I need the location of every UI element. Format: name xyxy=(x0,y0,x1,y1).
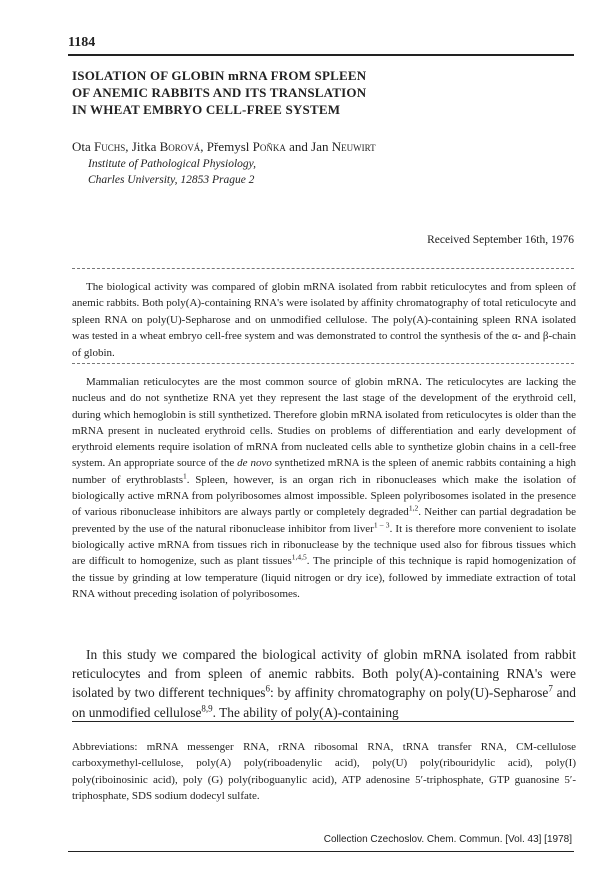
author-first-name: Přemysl xyxy=(206,139,250,154)
paragraph-text xyxy=(72,645,576,722)
footer-rule xyxy=(68,851,574,852)
text-run: and on unmodified cellulose xyxy=(72,685,576,720)
text-run: . Spleen, however, is an organ rich in ribonucleases which make the isolation of biologically active mRNA from polyribosomes almost impossible. Spleen polyribosomes isolated in the presence of various ribonuclease inhibitors are always partly or completely degraded xyxy=(72,473,576,519)
received-date: Received September 16th, 1976 xyxy=(427,234,574,246)
text-run: . The ability of poly(A)-containing xyxy=(212,704,399,720)
affiliation xyxy=(88,156,256,188)
title-line: IN WHEAT EMBRYO CELL-FREE SYSTEM xyxy=(72,102,341,117)
footnote-rule xyxy=(72,721,574,722)
italic-text: de novo xyxy=(237,457,272,470)
author-surname: Neuwirt xyxy=(331,139,376,154)
text-run: . Neither can partial degradation be prevented by the use of the natural ribonuclease inhibitor from liver xyxy=(72,506,576,535)
introduction-paragraph xyxy=(72,374,576,602)
author-list: Ota Fuchs, Jitka Borová, Přemysl Poňka and Jan Neuwirt xyxy=(72,139,376,154)
abbreviations-footnote xyxy=(72,728,576,815)
abstract-bottom-divider xyxy=(72,363,574,364)
author-first-name: Ota xyxy=(72,139,91,154)
abstract-top-divider xyxy=(72,268,574,269)
reference-superscript: 6 xyxy=(265,683,270,694)
reference-superscript: 1 – 3 xyxy=(373,520,390,530)
reference-superscript: 8,9 xyxy=(201,703,213,714)
text-run: . The principle of this technique is rapid homogenization of the tissue by grinding at low temperature (liquid nitrogen or dry ice), followed by immediate extraction of total RNA without preceding isolation of polyribosomes. xyxy=(72,555,576,600)
text-run: Mammalian reticulocytes are the most common source of globin mRNA. The reticulocytes are lacking the nucleus and do not synthetize RNA yet they represent the last stage of the development of the erythroid cell, during which hemoglobin is still synthetized. Therefore globin mRNA isolated from reticulocytes is older than the mRNA present in nucleated erythroid cells. Studies on problems of differentiation and early development of erythroid elements require isolation of mRNA from nucleated cells able to synthetize globin chains in a cell-free system. An appropriate source of the xyxy=(72,376,576,470)
title-line: ISOLATION OF GLOBIN mRNA FROM SPLEEN xyxy=(72,68,367,83)
author-surname: Borová xyxy=(159,139,201,154)
page-number: 1184 xyxy=(68,35,96,50)
affiliation-line: Institute of Pathological Physiology, xyxy=(88,158,257,170)
author-first-name: Jan xyxy=(311,139,329,154)
paragraph-text xyxy=(72,374,576,602)
text-run: : by affinity chromatography on poly(U)-Sepharose xyxy=(269,685,549,701)
study-paragraph xyxy=(72,645,576,722)
text-run: In this study we compared the biological activity of globin mRNA isolated from rabbit reticulocytes and from spleen of anemic rabbits. Both poly(A)-containing RNA's were isolated by two different techniques xyxy=(72,647,576,701)
text-run: . It is therefore more convenient to isolate biologically active mRNA from tissues rich in ribonuclease by the technique used also for fibrous tissues which are difficult to homogenize, such as plant tissues xyxy=(72,522,577,568)
journal-citation: Collection Czechoslov. Chem. Commun. [Vol. 43] [1978] xyxy=(323,834,572,845)
author-surname: Fuchs xyxy=(94,139,126,154)
affiliation-line: Charles University, 12853 Prague 2 xyxy=(88,174,255,186)
header-rule xyxy=(68,54,574,56)
reference-superscript: 1,4,5 xyxy=(291,552,307,562)
author-joiner: and xyxy=(289,139,308,154)
author-first-name: Jitka xyxy=(131,139,157,154)
reference-superscript: 7 xyxy=(548,683,553,694)
title-line: OF ANEMIC RABBITS AND ITS TRANSLATION xyxy=(72,85,367,100)
article-title xyxy=(72,67,452,118)
reference-superscript: 1,2 xyxy=(408,503,419,513)
author-surname: Poňka xyxy=(252,139,286,154)
abstract-text: The biological activity was compared of globin mRNA isolated from rabbit reticulocytes and from spleen of anemic rabbits. Both poly(A)-containing RNA's were isolated by affinity chromatography of total reticulocyte and spleen RNA on poly(U)-Sepharose and on unmodified cellulose. The poly(A)-containing spleen RNA isolated was tested in a wheat embryo cell-free system and was demonstrated to control the synthesis of the α- and β-chain of globin. xyxy=(72,281,576,359)
reference-superscript: 1 xyxy=(183,471,187,481)
text-run: synthetized mRNA is the spleen of anemic rabbits containing a high number of erythroblasts xyxy=(72,457,576,486)
abbreviations-text: Abbreviations: mRNA messenger RNA, rRNA ribosomal RNA, tRNA transfer RNA, CM-cellulose carboxymethyl-cellulose, poly(A) poly(riboadenylic acid), poly(U) poly(ribouridylic acid), poly(I) poly(riboinosinic acid), poly (G) poly(riboguanylic acid), ATP adenosine 5′-triphosphate, GTP guanosine 5′-triphosphate, SDS sodium dodecyl sulfate. xyxy=(72,741,576,802)
abstract xyxy=(72,279,576,361)
